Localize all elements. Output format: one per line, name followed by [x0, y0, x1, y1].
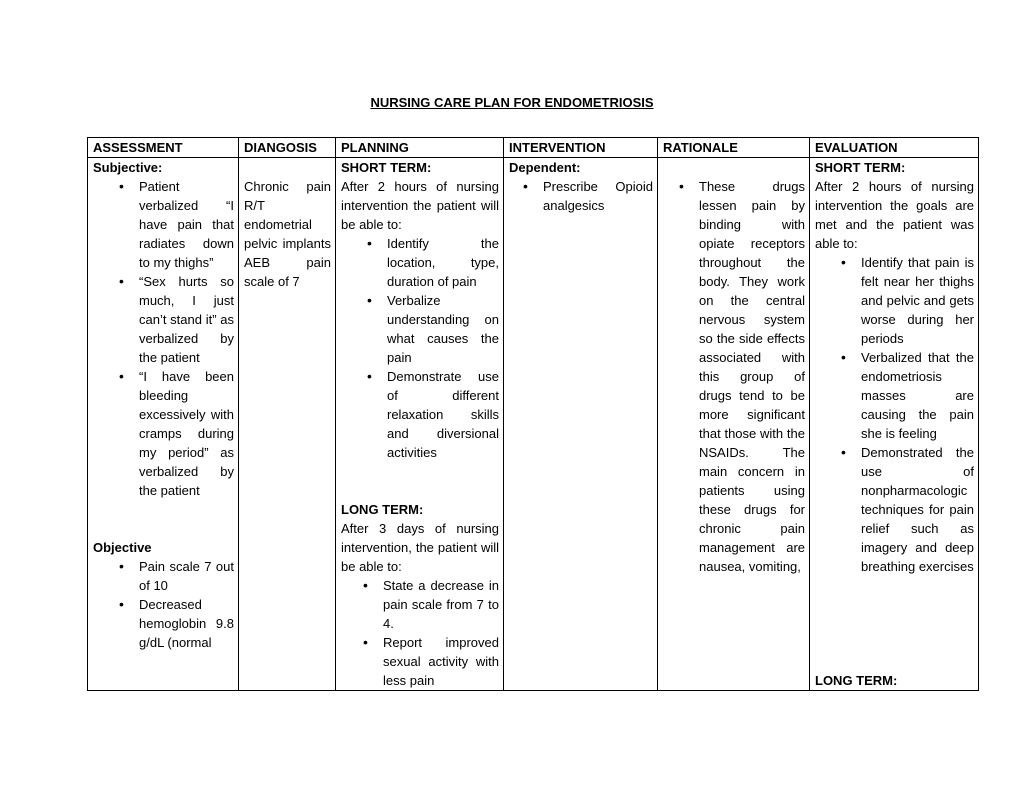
header-intervention: INTERVENTION	[504, 138, 658, 158]
list-item: • Pain scale 7 out of 10	[139, 557, 234, 595]
planning-long-list	[341, 576, 499, 690]
list-item: • Identify the location, type, duration of pain	[387, 234, 499, 291]
list-item: • Demonstrate use of different relaxation skills and diversional activities	[387, 367, 499, 462]
diagnosis-text: Chronic pain R/T endometrial pelvic implants AEB pain scale of 7	[244, 179, 331, 289]
subjective-list	[93, 177, 234, 500]
diagnosis-cell	[239, 158, 336, 691]
list-item: • Verbalized that the endometriosis masses are causing the pain she is feeling	[861, 348, 974, 443]
evaluation-cell	[810, 158, 979, 691]
planning-long-intro: After 3 days of nursing intervention, the patient will be able to:	[341, 521, 499, 574]
care-plan-table	[87, 137, 979, 691]
spacer	[93, 500, 234, 538]
list-item: • Prescribe Opioid analgesics	[543, 177, 653, 215]
list-item: • State a decrease in pain scale from 7 to 4.	[383, 576, 499, 633]
assessment-cell	[88, 158, 239, 691]
list-item: • Report improved sexual activity with less pain	[383, 633, 499, 690]
evaluation-short-intro: After 2 hours of nursing intervention the goals are met and the patient was able to:	[815, 179, 974, 251]
planning-long-term-label: LONG TERM:	[341, 502, 424, 517]
list-item: • Verbalize understanding on what causes the pain	[387, 291, 499, 367]
planning-short-term-label: SHORT TERM:	[341, 160, 432, 175]
list-item: • Demonstrated the use of nonpharmacologic techniques for pain relief such as imagery and deep breathing exercises	[861, 443, 974, 576]
intervention-list	[509, 177, 653, 215]
header-rationale: RATIONALE	[658, 138, 810, 158]
list-item: • These drugs lessen pain by binding with opiate receptors throughout the body. They work on the central nervous system so the side effects associated with this group of drugs tend to be more significant that those with the NSAIDs. The main concern in patients using these drugs for chronic pain management are nausea, vomiting,	[699, 177, 805, 576]
evaluation-long-term-label: LONG TERM:	[815, 673, 898, 688]
header-planning: PLANNING	[336, 138, 504, 158]
evaluation-short-term-label: SHORT TERM:	[815, 160, 906, 175]
planning-cell	[336, 158, 504, 691]
objective-label: Objective	[93, 540, 152, 555]
intervention-cell	[504, 158, 658, 691]
list-item: • “I have been bleeding excessively with cramps during my period” as verbalized by the patient	[139, 367, 234, 500]
header-diagnosis: DIANGOSIS	[239, 138, 336, 158]
header-evaluation: EVALUATION	[810, 138, 979, 158]
list-item: • Patient verbalized “I have pain that radiates down to my thighs”	[139, 177, 234, 272]
list-item: • “Sex hurts so much, I just can’t stand it” as verbalized by the patient	[139, 272, 234, 367]
list-item: • Identify that pain is felt near her thighs and pelvic and gets worse during her periods	[861, 253, 974, 348]
header-assessment: ASSESSMENT	[88, 138, 239, 158]
planning-short-intro: After 2 hours of nursing intervention the patient will be able to:	[341, 179, 499, 232]
document-title: NURSING CARE PLAN FOR ENDOMETRIOSIS	[370, 95, 654, 110]
dependent-label: Dependent:	[509, 160, 581, 175]
planning-short-list	[341, 234, 499, 462]
objective-list	[93, 557, 234, 652]
header-row	[88, 138, 979, 158]
evaluation-list	[815, 253, 974, 576]
rationale-list	[663, 177, 805, 576]
table-row	[88, 158, 979, 691]
list-item: • Decreased hemoglobin 9.8 g/dL (normal	[139, 595, 234, 652]
subjective-label: Subjective:	[93, 160, 163, 175]
rationale-cell	[658, 158, 810, 691]
